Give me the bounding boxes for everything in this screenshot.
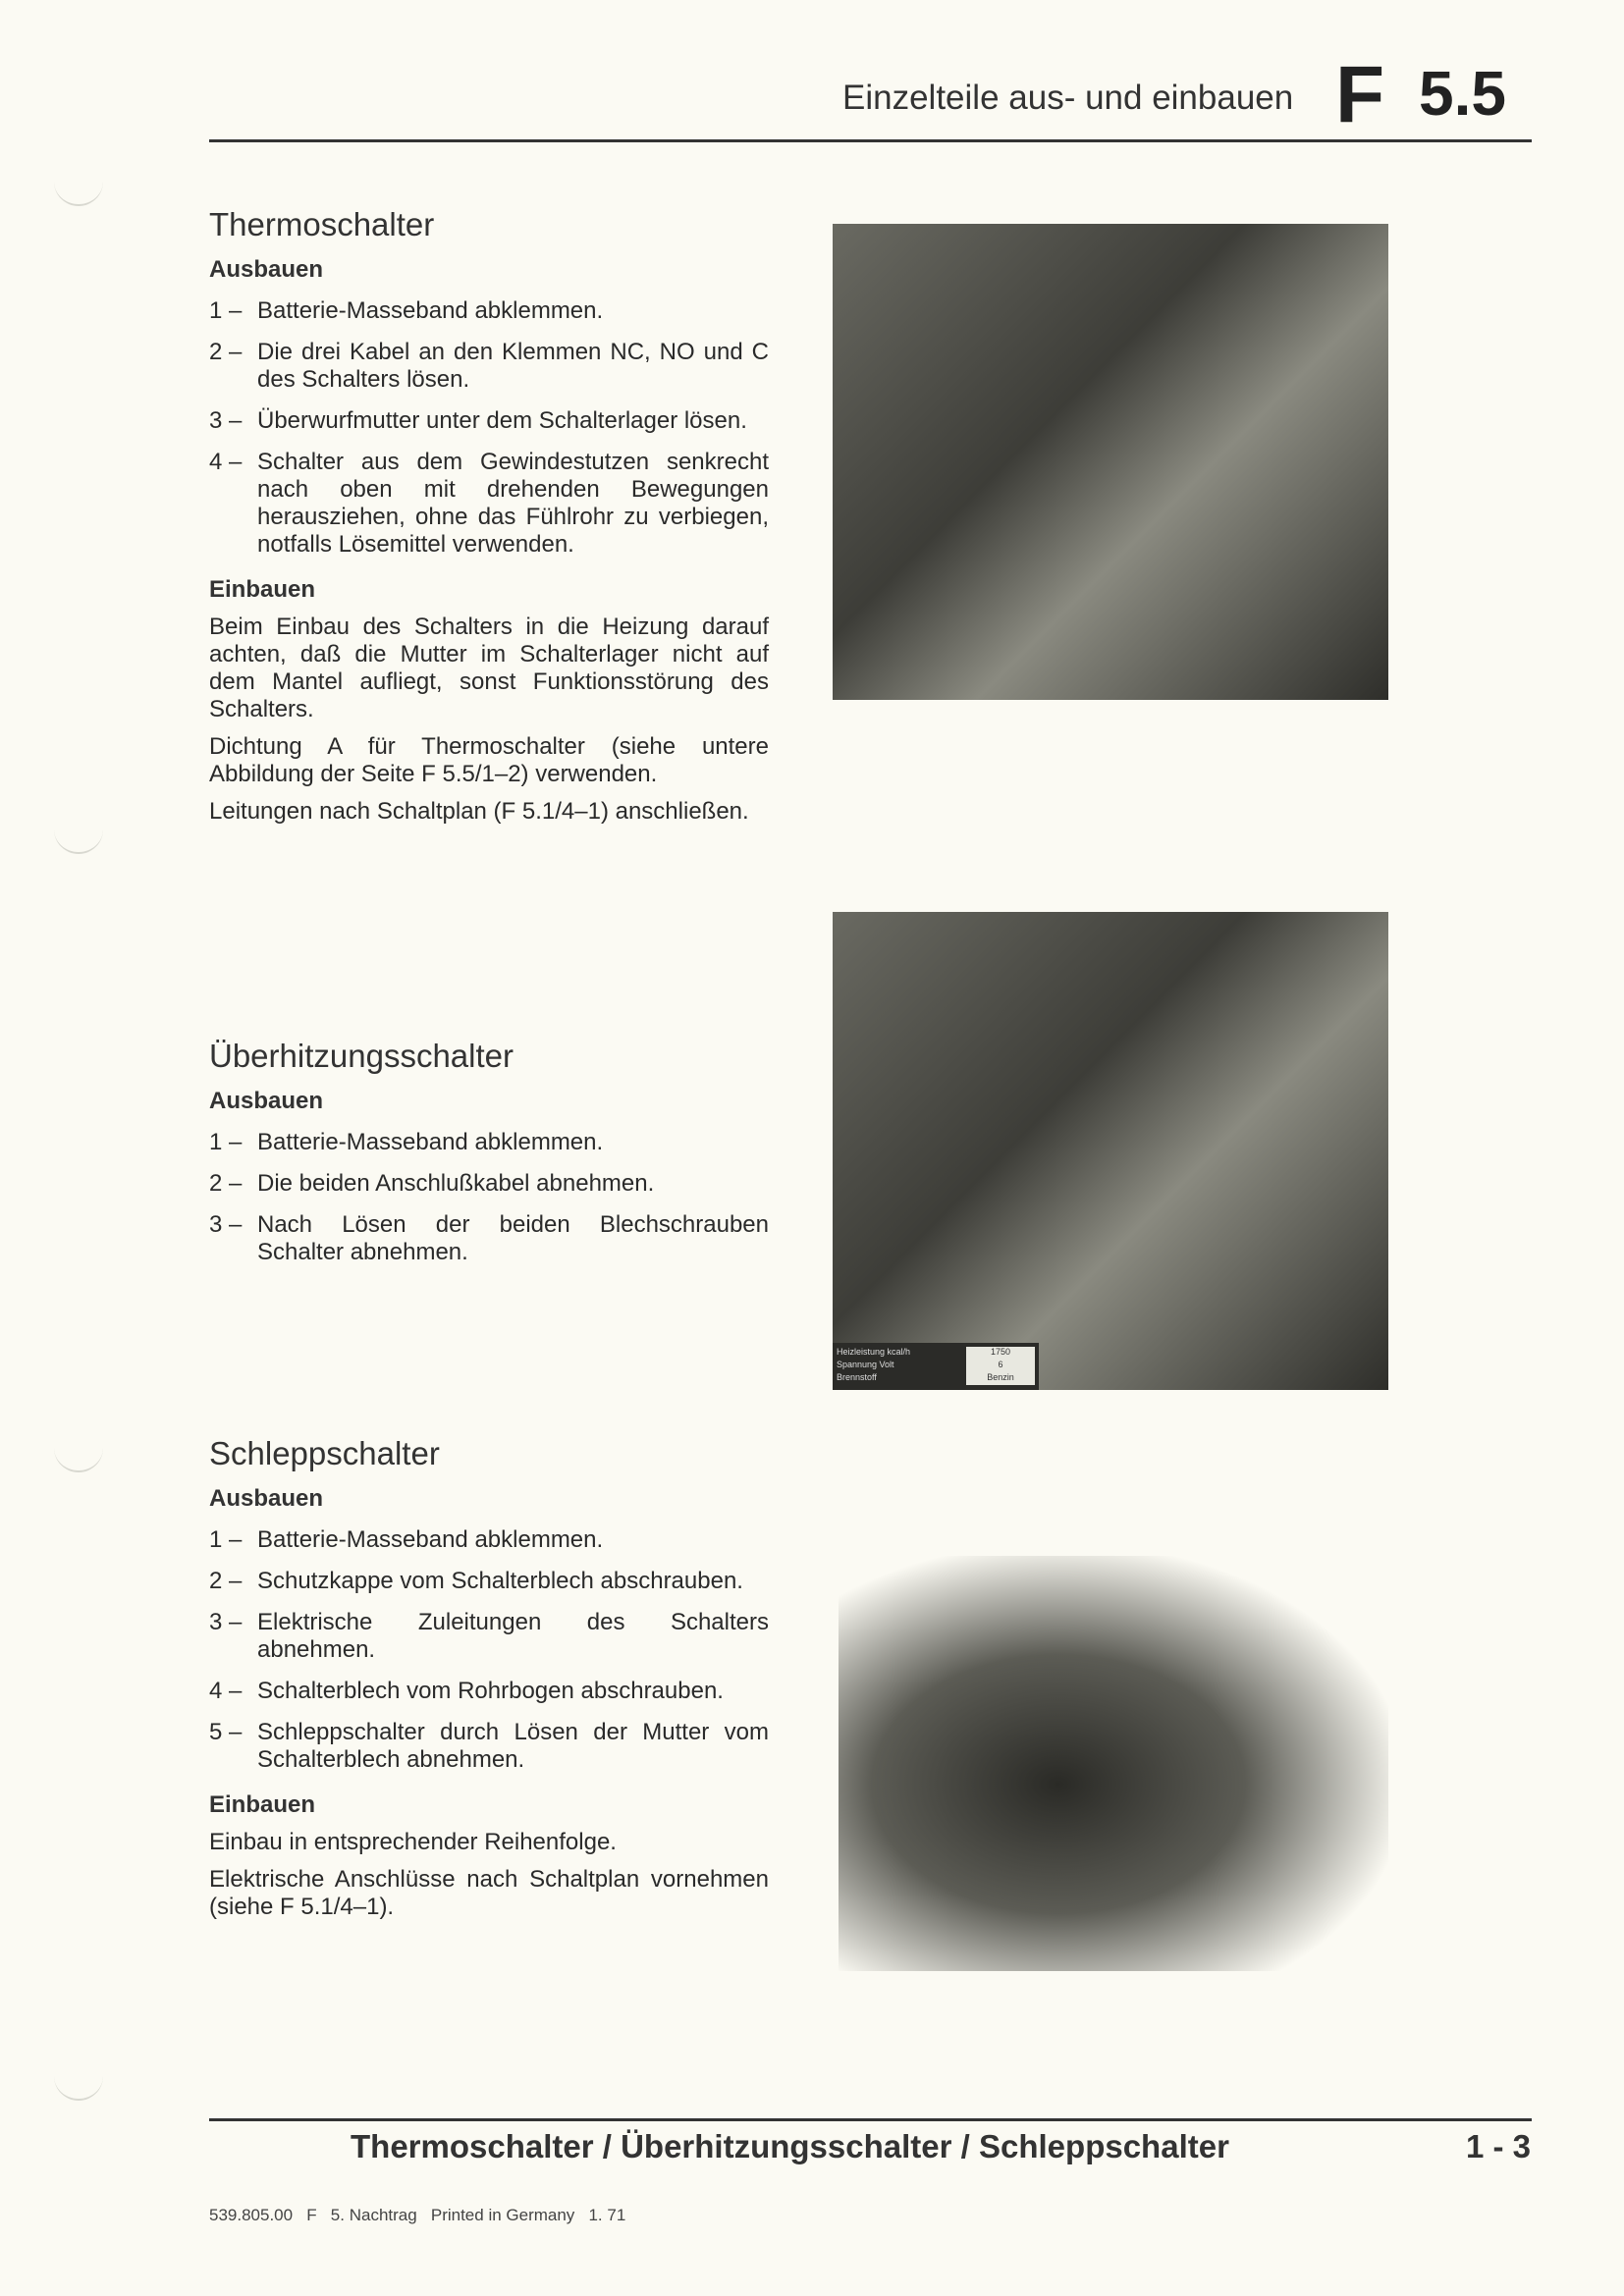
list-item bbox=[209, 1170, 769, 1198]
list-item bbox=[209, 1678, 769, 1705]
section-title: Thermoschalter bbox=[209, 206, 435, 242]
step-text: Elektrische Zuleitungen des Schalters abnehmen. bbox=[257, 1609, 769, 1663]
step-text: Schalter aus dem Gewindestutzen senkrecht nach oben mit drehenden Bewegungen herausziehen, ohne das Fühlrohr zu verbiegen, notfalls Lösemittel verwenden. bbox=[257, 449, 769, 558]
heater-nameplate bbox=[833, 1343, 1039, 1390]
step-number: 2 – bbox=[209, 1568, 243, 1594]
step-text: Die beiden Anschlußkabel abnehmen. bbox=[257, 1170, 655, 1197]
step-number: 1 – bbox=[209, 297, 243, 324]
step-text: Batterie-Masseband abklemmen. bbox=[257, 297, 604, 324]
list-item bbox=[209, 1609, 769, 1664]
step-number: 4 – bbox=[209, 449, 243, 475]
punch-hole bbox=[54, 1443, 103, 1472]
step-text: Batterie-Masseband abklemmen. bbox=[257, 1526, 604, 1553]
footer-rule bbox=[209, 2118, 1532, 2121]
list-item bbox=[209, 339, 769, 394]
section-title: Überhitzungsschalter bbox=[209, 1038, 514, 1074]
step-text: Nach Lösen der beiden Blechschrauben Schalter abnehmen. bbox=[257, 1211, 769, 1265]
step-number: 4 – bbox=[209, 1678, 243, 1704]
punch-hole bbox=[54, 177, 103, 206]
step-text: Schalterblech vom Rohrbogen abschrauben. bbox=[257, 1678, 724, 1704]
step-number: 3 – bbox=[209, 1609, 243, 1635]
footer-title: Thermoschalter / Überhitzungsschalter / Schleppschalter bbox=[351, 2128, 1229, 2164]
punch-hole bbox=[54, 2071, 103, 2101]
step-number: 1 – bbox=[209, 1526, 243, 1553]
punch-hole bbox=[54, 825, 103, 854]
step-number: 5 – bbox=[209, 1719, 243, 1745]
section-schleppschalter bbox=[209, 1435, 769, 1921]
step-number: 1 – bbox=[209, 1129, 243, 1155]
photo-thermoschalter bbox=[833, 224, 1388, 700]
subheading: Ausbauen bbox=[209, 256, 324, 283]
nameplate-label: Heizleistung kcal/h bbox=[837, 1347, 911, 1357]
list-item bbox=[209, 449, 769, 559]
section-title: Schleppschalter bbox=[209, 1435, 440, 1471]
step-text: Überwurfmutter unter dem Schalterlager lösen. bbox=[257, 407, 747, 434]
section-letter: F bbox=[1335, 50, 1385, 139]
section-ueberhitzungsschalter bbox=[209, 1038, 769, 1266]
list-item bbox=[209, 1211, 769, 1266]
list-item bbox=[209, 1568, 769, 1595]
subheading: Einbauen bbox=[209, 1791, 316, 1818]
list-item bbox=[209, 1526, 769, 1554]
nameplate-value: Benzin bbox=[966, 1372, 1035, 1385]
page-number: 1 - 3 bbox=[1466, 2128, 1532, 2164]
paragraph: Elektrische Anschlüsse nach Schaltplan vornehmen (siehe F 5.1/4–1). bbox=[209, 1866, 769, 1920]
nameplate-label: Brennstoff bbox=[837, 1372, 877, 1382]
list-item bbox=[209, 1129, 769, 1156]
section-number: 5.5 bbox=[1419, 58, 1506, 129]
subheading: Ausbauen bbox=[209, 1088, 324, 1114]
step-number: 3 – bbox=[209, 1211, 243, 1238]
step-number: 2 – bbox=[209, 339, 243, 365]
step-text: Schleppschalter durch Lösen der Mutter vom Schalterblech abnehmen. bbox=[257, 1719, 769, 1773]
step-text: Die drei Kabel an den Klemmen NC, NO und C des Schalters lösen. bbox=[257, 339, 769, 393]
paragraph: Einbau in entsprechender Reihenfolge. bbox=[209, 1829, 617, 1855]
paragraph: Beim Einbau des Schalters in die Heizung darauf achten, daß die Mutter im Schalterlager nicht auf dem Mantel aufliegt, sonst Funktionsstörung des Schalters. bbox=[209, 614, 769, 722]
nameplate-label: Spannung Volt bbox=[837, 1360, 894, 1369]
section-thermoschalter bbox=[209, 206, 769, 826]
photo-schleppschalter bbox=[839, 1556, 1388, 1971]
print-info: 539.805.00 F 5. Nachtrag Printed in Germany 1. 71 bbox=[209, 2206, 626, 2224]
list-item bbox=[209, 1719, 769, 1774]
nameplate-value: 6 bbox=[966, 1360, 1035, 1372]
step-text: Schutzkappe vom Schalterblech abschrauben. bbox=[257, 1568, 743, 1594]
step-text: Batterie-Masseband abklemmen. bbox=[257, 1129, 604, 1155]
paragraph: Dichtung A für Thermoschalter (siehe untere Abbildung der Seite F 5.5/1–2) verwenden. bbox=[209, 733, 769, 787]
photo-ueberhitzungsschalter bbox=[833, 912, 1388, 1390]
list-item bbox=[209, 407, 769, 435]
nameplate-value: 1750 bbox=[966, 1347, 1035, 1360]
subheading: Einbauen bbox=[209, 576, 316, 603]
header-rule bbox=[209, 139, 1532, 142]
step-number: 3 – bbox=[209, 407, 243, 434]
list-item bbox=[209, 297, 769, 325]
paragraph: Leitungen nach Schaltplan (F 5.1/4–1) anschließen. bbox=[209, 798, 749, 825]
header-title: Einzelteile aus- und einbauen bbox=[842, 79, 1294, 117]
subheading: Ausbauen bbox=[209, 1485, 324, 1512]
step-number: 2 – bbox=[209, 1170, 243, 1197]
